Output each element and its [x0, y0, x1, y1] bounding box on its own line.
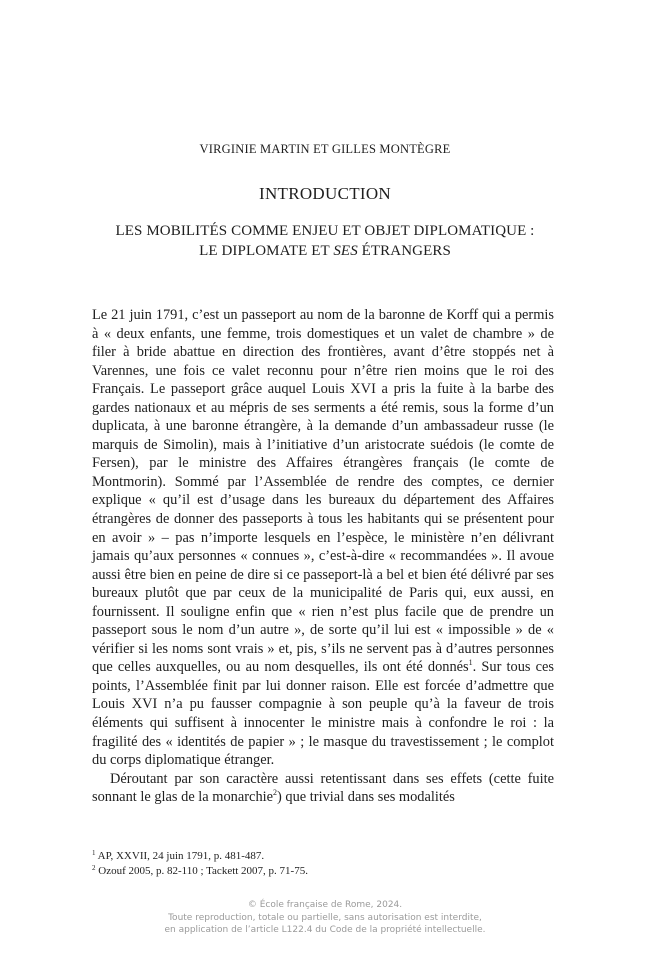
- paragraph-1-text: Le 21 juin 1791, c’est un passeport au nom de la baronne de Korff qui a permis à « deux enfants, une femme, trois domestiques et un valet de chambre » de filer à bride abattue en direction des frontières, avant d’être stoppés net à Varennes, une fois ce valet reconnu pour n’être rien moins que le roi des Français. Le passeport grâce auquel Louis XVI a pris la fuite à la barbe des gardes nationaux et au mépris de ses serments a été remis, sous la forme d’un duplicata, à une baronne étrangère, à la demande d’un ambassadeur russe (le marquis de Simolin), mais à l’initiative d’un aristocrate suédois (le comte de Fersen), par le ministre des Affaires étrangères français (le comte de Montmorin). Sommé par l’Assemblée de rendre des comptes, ce dernier explique « qu’il est d’usage dans les bureaux du département des Affaires étrangères de donner des passeports à tous les habitants qui se présentent pour en avoir » – pas n’importe lesquels en l’espèce, le ministère n’en délivrant jamais qu’aux personnes « connues », c’est-à-dire « recommandées ». Il avoue aussi être bien en peine de dire si ce passeport-là a bel et bien été délivré par ses bureaux plutôt que par ceux de la municipalité de Paris qui, eux aussi, en fournissent. Il souligne enfin que « rien n’est plus facile que de prendre un passeport sous le nom d’un autre », de sorte qu’il lui est « impossible » de « vérifier si les noms sont vrais » et, pis, s’ils ne servent pas à d’autres personnes que celles auxquelles, ou au nom desquelles, ils ont été donnés: [92, 307, 554, 676]
- footnote-text: AP, XXVII, 24 juin 1791, p. 481-487.: [95, 850, 265, 862]
- paragraph-2: [92, 770, 554, 807]
- footnote-number: 1: [92, 849, 96, 857]
- copyright-line-2: Toute reproduction, totale ou partielle, sans autorisation est interdite,: [168, 912, 482, 923]
- paragraph-2-tail: ) que trivial dans ses modalités: [277, 789, 455, 806]
- copyright-notice: [0, 899, 650, 937]
- subtitle-suffix: ÉTRANGERS: [357, 243, 451, 259]
- running-header-authors: VIRGINIE MARTIN ET GILLES MONTÈGRE: [199, 142, 451, 156]
- footnote-text: Ozouf 2005, p. 82-110 ; Tackett 2007, p. 71-75.: [95, 865, 308, 877]
- footnote-ref-2: 2: [273, 788, 278, 798]
- subtitle-prefix: LE DIPLOMATE ET: [199, 243, 334, 259]
- paragraph-2-text: Déroutant par son caractère aussi retentissant dans ses effets (cette fuite sonnant le glas de la monarchie: [92, 770, 554, 806]
- footnote: [92, 864, 554, 879]
- section-title: INTRODUCTION: [258, 184, 392, 203]
- paragraph-1-tail: . Sur tous ces points, l’Assemblée finit par lui donner raison. Elle est forcée d’admettre que Louis XVI n’a pu fausser compagnie à son peuple qu’à la faveur de trois éléments qui suffisent à innocenter le ministre mais à confondre le roi : la fragilité des « identités de papier » ; le masque du travestissement ; le complot du corps diplomatique étranger.: [92, 659, 554, 769]
- footnote: [92, 849, 554, 864]
- subtitle-line-2: [0, 241, 650, 261]
- footnote-number: 2: [92, 864, 96, 872]
- copyright-line-3: en application de l’article L122.4 du Code de la propriété intellectuelle.: [164, 925, 486, 935]
- chapter-subtitle: [0, 221, 650, 261]
- subtitle-italic-word: SES: [333, 243, 358, 259]
- footnote-ref-1: 1: [468, 658, 473, 668]
- subtitle-line-1: LES MOBILITÉS COMME ENJEU ET OBJET DIPLOMATIQUE :: [115, 223, 535, 239]
- footnotes: [92, 849, 554, 879]
- body-text: [92, 306, 554, 807]
- copyright-line-1: © École française de Rome, 2024.: [247, 900, 403, 910]
- paragraph-1: [92, 306, 554, 770]
